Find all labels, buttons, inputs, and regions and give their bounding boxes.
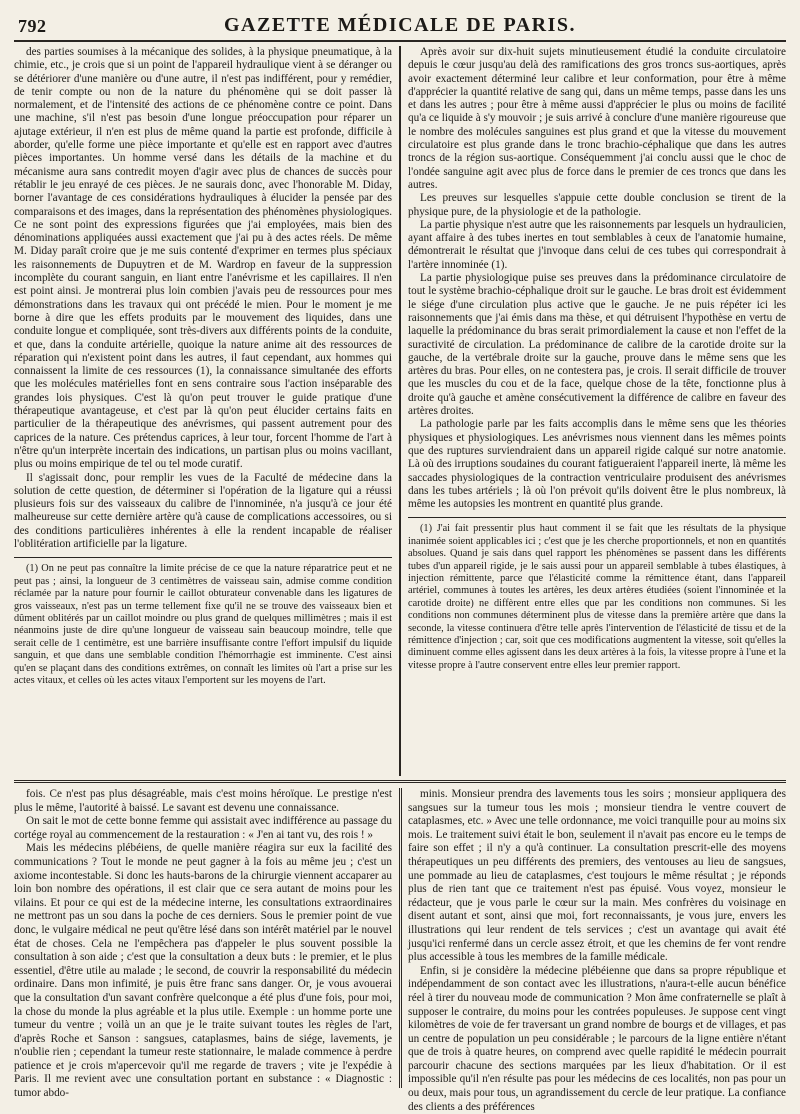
upper-left-body — [14, 46, 392, 551]
column-divider — [399, 46, 401, 776]
paragraph: La partie physique n'est autre que les raisonnements par lesquels un hydraulicien, ayant affaire à des tubes inertes en tout semblables à ceux de l'anatomie humaine, démontrerait le résultat que j'invoque dans celui de ces tubes qui correspondrait à l'artère innominée (1). — [408, 218, 786, 271]
column-divider — [399, 788, 402, 1088]
section-divider — [14, 780, 786, 783]
paragraph: des parties soumises à la mécanique des solides, à la physique pneumatique, à la chimie, etc., je crois que si un point de l'appareil hydraulique vient à se déranger ou se détériorer d'une manière ou d'une autre, il n'est pas indifférent, pour y remédier, de tenir compte ou non de la nature du phénomène qui se doit passer là normalement, et de l'intensité des actions de ce phénomène contre ce point. Dans une machine, s'il n'est pas besoin d'une longue préoccupation pour réparer un ajutage extérieur, il n'en est plus de même quand la partie est profonde, difficile à aborder, qu'elle forme une pièce importante et qu'elle est en rapport avec d'autres pièces importantes. Un homme versé dans les détails de la machine et du mécanisme aura sans contredit moyen d'agir avec plus de chances de succès pour rétablir le jeu enrayé de ces pièces. Je ne saurais donc, avec l'honorable M. Diday, borner l'avantage de ces considérations hydrauliques à élucider la pensée par des comparaisons et des images, dans la représentation des phénomènes physiologiques. Ce ne sont point des expressions figurées que j'ai employées, mais bien des dénominations appliquées aussi exactement que j'ai pu à des actes réels. De même M. Diday paraît croire que je me suis contenté d'exprimer en termes plus spéciaux les raisonnements de Dupuytren et de M. Wardrop en faveur de la suppression incomplète du courant sanguin, en liant entre l'anévrisme et les capillaires. Il n'en est point ainsi. Je montrerai plus loin combien j'avais peu de ressources pour mes démonstrations dans les travaux qui ont précédé le mien. Pour le moment je me borne à dire que les effets produits par le mouvement des liquides, dans une conduite longue et compliquée, sont très-divers aux différents points de la conduite, et que, dans la conduite artérielle, quoique la nature anime ait des ressources de réparation qui n'existent point dans les autres, il faut cependant, aux hommes qui connaissent la limite de ces ressources (1), la connaissance simultanée des efforts que les molécules matérielles font en sens contraire sous l'action inséparable des grandes lois physiques. C'est là qu'on peut trouver le guide pratique d'une thérapeutique avantageuse, et c'est par là qu'on peut élucider certains faits en particulier de la thérapeutique des anévrismes, qui passent autrement pour des caprices de la nature. Ces prétendus caprices, à leur tour, forcent l'homme de l'art à n'être qu'un interprète incertain des indications, un partisan plus ou moins vacillant, plus ou moins empirique de tel ou tel mode curatif. — [14, 46, 392, 471]
upper-section — [14, 46, 786, 776]
paragraph: Il s'agissait donc, pour remplir les vues de la Faculté de médecine dans la solution de cette question, de déterminer si l'opération de la ligature qui a réussi plusieurs fois sur des vaisseaux du calibre de l'innominée, n'a jusqu'à ce jour été malheureuse sur cette dernière artère qu'à cause de complications accessoires, ou si des conditions particulières inhérentes à elle la rendent incapable de réaliser l'oblitération artificielle par la ligature. — [14, 471, 392, 550]
footnote-text: (1) J'ai fait pressentir plus haut comment il se fait que les résultats de la physique inanimée soient applicables ici ; c'est que je les cherche proportionnels, et non en quantités absolues. Quand je sais dans quel rapport les phénomènes se passent dans les différents tubes d'un appareil rigide, je le sais aussi pour un appareil semblable à tubes élastiques, à injection rémittente, parce que l'élasticité comme la rémittence étant, dans l'appareil artériel, communes à toutes les artères, les deux artères étudiées (soient l'innominée et la carotide droite) ne diffèrent entre elles que par les conditions non communes. Si les conditions non communes déterminent plus de vitesse dans la première artère que dans la seconde, la vitesse continuera d'être telle après l'intervention de l'élasticité de tissu et de la rémittence d'injection ; car, soit que ces modifications augmentent la vitesse, soit qu'elles la diminuent comme elles agissent dans les deux artères à la fois, la vitesse propre à l'une et la vitesse propre à l'autre conservent entre elles leur premier rapport. — [408, 523, 786, 671]
lower-right-body — [408, 788, 786, 1114]
paragraph: Mais les médecins plébéiens, de quelle manière réagira sur eux la facilité des communications ? Tout le monde ne peut gagner à la fois au même jeu ; c'est un axiome incontestable. Si donc les hauts-barons de la chirurgie viennent accaparer au loin bon nombre des opérations, il est clair que ce sera autant de moins pour les vilains. Et pour ce qui est de la médecine interne, les consultations extraordinaires ne mettront pas un sou dans la poche de ces derniers. Sous le premier point de vue donc, le vulgaire médical ne peut qu'être lésé dans son intérêt matériel par le nouvel état de choses. Cela ne l'empêchera pas d'appeler le plus souvent possible la consultation à son aide ; c'est que la consultation a deux buts : le premier, et le plus essentiel, d'être utile au malade ; le second, de couvrir la responsabilité du médecin ordinaire. Dans mon infimité, je puis être franc sans danger. Or, je vous avouerai que la consultation d'un savant confrère quelconque a été plus d'une fois, pour moi, la chose du monde la plus agréable et la plus utile. Exemple : un homme porte une tumeur du ventre ; voilà un an que je le traite suivant toutes les règles de l'art, d'après Roche et Sanson : sangsues, cataplasmes, bains de siége, lavements, je n'oublie rien ; cependant la tumeur reste stationnaire, le malade commence à perdre patience et je crois m'apercevoir qu'il me regarde de travers ; vite je l'expédie à Paris. Il me revient avec une consultation portant en substance : « Diagnostic : tumor abdo- — [14, 842, 392, 1100]
lower-section — [14, 788, 786, 1113]
paragraph: On sait le mot de cette bonne femme qui assistait avec indifférence au passage du cortége royal au commencement de la restauration : « J'en ai tant vu, des rois ! » — [14, 815, 392, 841]
page-number: 792 — [18, 16, 47, 36]
upper-right-column — [408, 46, 786, 776]
lower-right-column — [408, 788, 786, 1113]
upper-right-footnote — [408, 517, 786, 672]
paragraph: La partie physiologique puise ses preuves dans la prédominance circulatoire de tout le système brachio-céphalique droit sur le gauche. Le bras droit est évidemment le siége d'une circulation plus active que le gauche. Je ne puis répéter ici les raisonnements que j'ai émis dans ma thèse, et qui détruisent l'hypothèse en vertu de laquelle la prédominance du bras serait primordialement la cause et non l'effet de la suractivité de circulation. La prédominance de calibre de la carotide droite sur la gauche, de la vertébrale droite sur la gauche, prouve dans le même sens que les artères du bras. Pour elles, on ne contestera pas, je crois. Il serait difficile de trouver que les muscles du cou et de la face, quelque chose de la tête, fonctionne plus à droite qu'à gauche et amène consécutivement la différence de calibre en faveur des artères droites. — [408, 272, 786, 418]
page-header — [14, 10, 786, 42]
paragraph: Après avoir sur dix-huit sujets minutieusement étudié la conduite circulatoire depuis le cœur jusqu'au delà des ramifications des gros troncs sus-aortiques, après avoir exactement déterminé leur calibre et leur conformation, pour être à même d'apprécier la quantité relative de sang qui, dans un même temps, passe dans les uns et dans les autres ; pour être à même aussi d'apprécier le plus ou moins de facilité qu'a ce liquide à s'y mouvoir ; je suis arrivé à conclure d'une manière rigoureuse que le nombre des molécules sanguines est plus grand et que la vitesse du mouvement circulatoire est plus grande dans le tronc brachio-céphalique que dans les autres troncs de la région sus-aortique. Conséquemment j'ai conclu aussi que le choc de l'ondée sanguine agit avec plus de force dans le premier de ces troncs que dans les autres. — [408, 46, 786, 191]
lower-left-column — [14, 788, 392, 1100]
lower-left-body — [14, 788, 392, 1101]
paragraph: Enfin, si je considère la médecine plébéienne que dans sa propre république et indépendamment de son contact avec les illustrations, n'aura-t-elle aucun bénéfice réel à tirer du nouveau mode de communication ? Mon âme confraternelle se plaît à supposer le contraire, du moins pour les contrées populeuses. Je suppose cent vingt kilomètres de voie de fer traversant un grand nombre de bourgs et de villages, et pas un centre de population un peu considérable ; le parcours de la ligne entière n'étant que de trois à quatre heures, on comprend avec quelle rapidité le médecin pourrait parcourir chacune des sections marquées par les lieux d'habitation. Or il est impossible qu'il n'en résulte pas pour les médecins de ces localités, non pas pour un ou deux, mais pour tous, un agrandissement du cercle de leur pratique. La confiance des clients a des préférences — [408, 964, 786, 1113]
upper-left-column — [14, 46, 392, 776]
footnote-text: (1) On ne peut pas connaître la limite précise de ce que la nature réparatrice peut et ne peut pas ; ainsi, la longueur de 3 centimètres de vaisseau sain, admise comme condition réclamée par la nature pour fournir le caillot obturateur convenable dans les ligatures de gros vaisseaux, n'est pas un terme tellement fixe qu'il ne se trouve des vaisseaux bien et dûment oblitérés par un caillot moindre ou plus grand de quelques millimètres ; mais il est néanmoins juste de dire qu'une longueur de vaisseau sain beaucoup moindre, telle que serait celle de 1 centimètre, est une barrière insuffisante contre l'effort impulsif du liquide sanguin, et que dans une semblable condition l'hémorrhagie est imminente. C'est ainsi qu'en se plaçant dans des conditions extrêmes, on connaît les limites où l'art a prise sur les actes vitaux, et celles où les actes vitaux l'emportent sur les moyens de l'art. — [14, 563, 392, 686]
paragraph: Les preuves sur lesquelles s'appuie cette double conclusion se tirent de la physique pure, de la physiologie et de la pathologie. — [408, 192, 786, 218]
paragraph: fois. Ce n'est pas plus désagréable, mais c'est moins héroïque. Le prestige n'est plus le même, l'autorité à baissé. Le savant est devenu une connaissance. — [14, 788, 392, 814]
upper-right-body — [408, 46, 786, 511]
paragraph: minis. Monsieur prendra des lavements tous les soirs ; monsieur appliquera des sangsues sur la tumeur tous les mois ; monsieur tiendra le ventre couvert de cataplasmes, etc. » Avec une telle ordonnance, me voici tranquille pour au moins six mois. Le traitement suivi était le bon, seulement il n'avait pas encore eu le temps de faire son effet ; il n'y a qu'à continuer. La consultation prescrit-elle des moyens thérapeutiques un peu différents des premiers, des ventouses au lieu de sangsues, une pommade au lieu de cataplasmes, c'est toujours le même résultat ; je réponds plus de rien tant que ce traitement n'est pas épuisé. Vous voyez, monsieur le rédacteur, que je vous parle le cœur sur la main. Mes confrères du voisinage en disent autant et sont, ainsi que moi, fort reconnaissants, je vous jure, envers les illustrations qui leur rendent de tels services ; c'est un avantage qui avait été jusqu'ici renfermé dans un cercle assez étroit, et que les chemins de fer vont rendre plus accessible à tous les membres de la famille médicale. — [408, 788, 786, 964]
upper-left-footnote — [14, 557, 392, 687]
paragraph: La pathologie parle par les faits accomplis dans le même sens que les théories physiques et physiologiques. Les anévrismes nous viennent dans les mêmes points que des ruptures surviendraient dans un appareil rigide calqué sur notre anatomie. Là où des irruptions soudaines du courant fatigueraient l'appareil inerte, là même les saccades physiologiques de la contraction ventriculaire produisent des anévrismes dans les tubes artériels ; là où l'on prévoit qu'ils doivent être le plus nombreux, là même les autopsies les montrent en quantité plus grande. — [408, 418, 786, 511]
journal-title: GAZETTE MÉDICALE DE PARIS. — [223, 14, 577, 36]
